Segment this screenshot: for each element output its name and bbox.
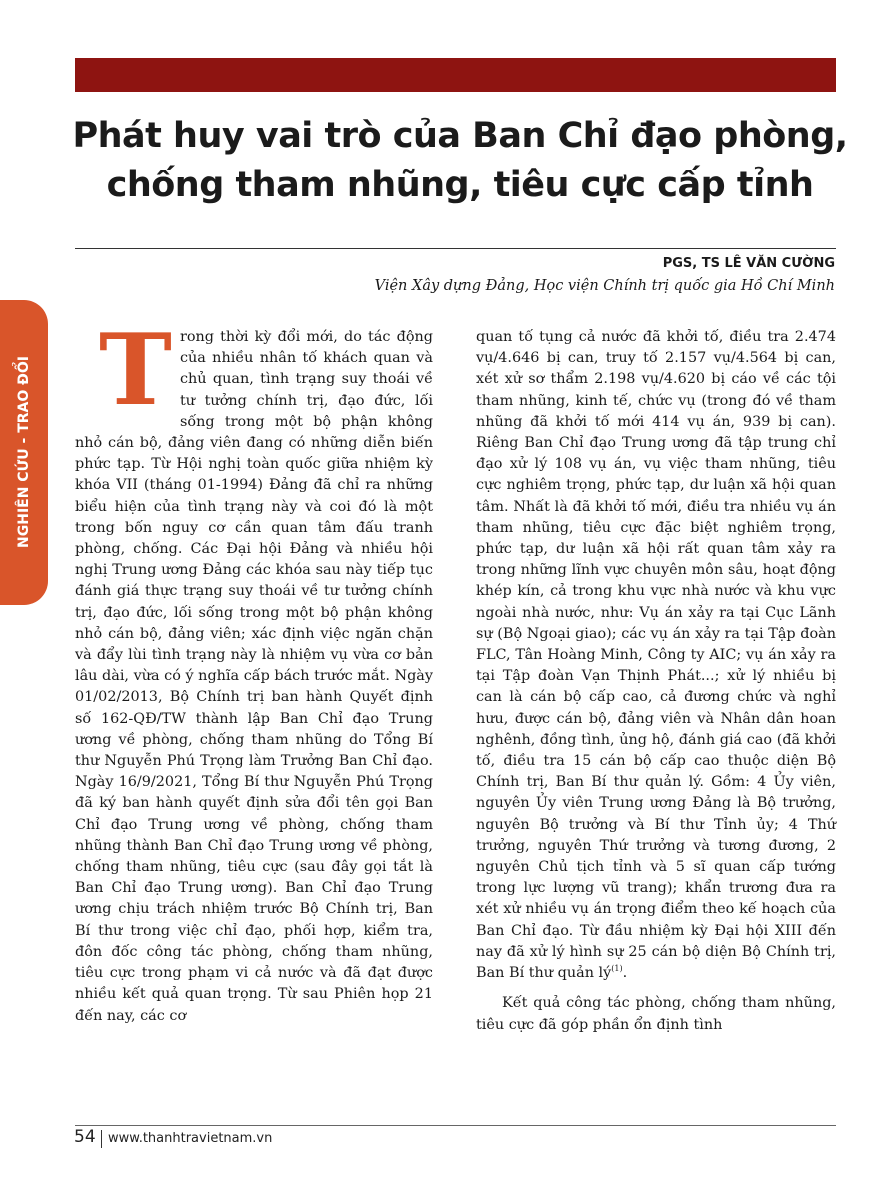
right-paragraph-2: Kết quả công tác phòng, chống tham nhũng, tiêu cực đã góp phần ổn định tình bbox=[476, 995, 836, 1033]
right-paragraph-1-end: . bbox=[622, 965, 628, 982]
section-tab-label: NGHIÊN CỨU - TRAO ĐỔI bbox=[16, 356, 32, 548]
footer-separator bbox=[101, 1130, 102, 1148]
drop-cap: T bbox=[99, 313, 172, 428]
article-title bbox=[60, 112, 860, 210]
header-color-band bbox=[75, 58, 836, 92]
website-link[interactable]: www.thanhtravietnam.vn bbox=[108, 1131, 273, 1146]
author-affiliation: Viện Xây dựng Đảng, Học viện Chính trị quốc gia Hồ Chí Minh bbox=[374, 278, 835, 294]
left-column-text: rong thời kỳ đổi mới, do tác động của nhiều nhân tố khách quan và chủ quan, tình trạng suy thoái về tư tưởng chính trị, đạo đức, lối sống trong một bộ phận không nhỏ cán bộ, đảng viên đang có những diễn biến phức tạp. Từ Hội nghị toàn quốc giữa nhiệm kỳ khóa VII (tháng 01-1994) Đảng đã chỉ ra những biểu hiện của tình trạng này và coi đó là một trong bốn nguy cơ cần quan tâm đấu tranh phòng, chống. Các Đại hội Đảng và nhiều hội nghị Trung ương Đảng các khóa sau này tiếp tục đánh giá thực trạng suy thoái về tư tưởng chính trị, đạo đức, lối sống trong một bộ phận không nhỏ cán bộ, đảng viên; xác định việc ngăn chặn và đẩy lùi tình trạng này là nhiệm vụ vừa cơ bản lâu dài, vừa có ý nghĩa cấp bách trước mắt. Ngày 01/02/2013, Bộ Chính trị ban hành Quyết định số 162-QĐ/TW thành lập Ban Chỉ đạo Trung ương về phòng, chống tham nhũng do Tổng Bí thư Nguyễn Phú Trọng làm Trưởng Ban Chỉ đạo. Ngày 16/9/2021, Tổng Bí thư Nguyễn Phú Trọng đã ký ban hành quyết định sửa đổi tên gọi Ban Chỉ đạo Trung ương về phòng, chống tham nhũng thành Ban Chỉ đạo Trung ương về phòng, chống tham nhũng, tiêu cực (sau đây gọi tắt là Ban Chỉ đạo Trung ương). Ban Chỉ đạo Trung ương chịu trách nhiệm trước Bộ Chính trị, Ban Bí thư trong việc chỉ đạo, phối hợp, kiểm tra, đôn đốc công tác phòng, chống tham nhũng, tiêu cực trong phạm vi cả nước và đã đạt được nhiều kết quả quan trọng. Từ sau Phiên họp 21 đến nay, các cơ bbox=[75, 329, 433, 1024]
title-divider bbox=[75, 248, 836, 249]
footnote-reference[interactable]: (1) bbox=[611, 964, 623, 974]
page-number: 54 bbox=[74, 1127, 96, 1147]
right-paragraph-1 bbox=[476, 327, 836, 984]
author-name: PGS, TS LÊ VĂN CƯỜNG bbox=[662, 256, 835, 271]
left-column bbox=[75, 313, 433, 1027]
title-line-2: chống tham nhũng, tiêu cực cấp tỉnh bbox=[106, 165, 814, 205]
title-line-1: Phát huy vai trò của Ban Chỉ đạo phòng, bbox=[72, 116, 848, 156]
right-column bbox=[476, 327, 836, 1036]
intro-paragraph bbox=[75, 313, 433, 1027]
right-paragraph-1-text: quan tố tụng cả nước đã khởi tố, điều tra 2.474 vụ/4.646 bị can, truy tố 2.157 vụ/4.564 bị can, xét xử sơ thẩm 2.198 vụ/4.620 bị cáo về các tội tham nhũng, kinh tế, chức vụ (trong đó về tham nhũng đã khởi tố mới 414 vụ án, 939 bị can). Riêng Ban Chỉ đạo Trung ương đã tập trung chỉ đạo xử lý 108 vụ án, vụ việc tham nhũng, tiêu cực nghiêm trọng, phức tạp, dư luận xã hội quan tâm. Nhất là đã khởi tố mới, điều tra nhiều vụ án tham nhũng, tiêu cực đặc biệt nghiêm trọng, phức tạp, dư luận xã hội rất quan tâm xảy ra trong những lĩnh vực chuyên môn sâu, hoạt động khép kín, cả trong khu vực nhà nước và khu vực ngoài nhà nước, như: Vụ án xảy ra tại Cục Lãnh sự (Bộ Ngoại giao); các vụ án xảy ra tại Tập đoàn FLC, Tân Hoàng Minh, Công ty AIC; vụ án xảy ra tại Tập đoàn Vạn Thịnh Phát...; xử lý nhiều bị can là cán bộ cấp cao, cả đương chức và nghỉ hưu, được cán bộ, đảng viên và Nhân dân hoan nghênh, đồng tình, ủng hộ, đánh giá cao (đã khởi tố, điều tra 15 cán bộ cấp cao thuộc diện Bộ Chính trị, Ban Bí thư quản lý. Gồm: 4 Ủy viên, nguyên Ủy viên Trung ương Đảng là Bộ trưởng, nguyên Bộ trưởng và Bí thư Tỉnh ủy; 4 Thứ trưởng, nguyên Thứ trưởng và tương đương, 2 nguyên Chủ tịch tỉnh và 5 sĩ quan cấp tướng trong lực lượng vũ trang); khẩn trương đưa ra xét xử nhiều vụ án trọng điểm theo kế hoạch của Ban Chỉ đạo. Từ đầu nhiệm kỳ Đại hội XIII đến nay đã xử lý hình sự 25 cán bộ diện Bộ Chính trị, Ban Bí thư quản lý bbox=[476, 329, 836, 982]
footer-divider bbox=[75, 1125, 836, 1126]
